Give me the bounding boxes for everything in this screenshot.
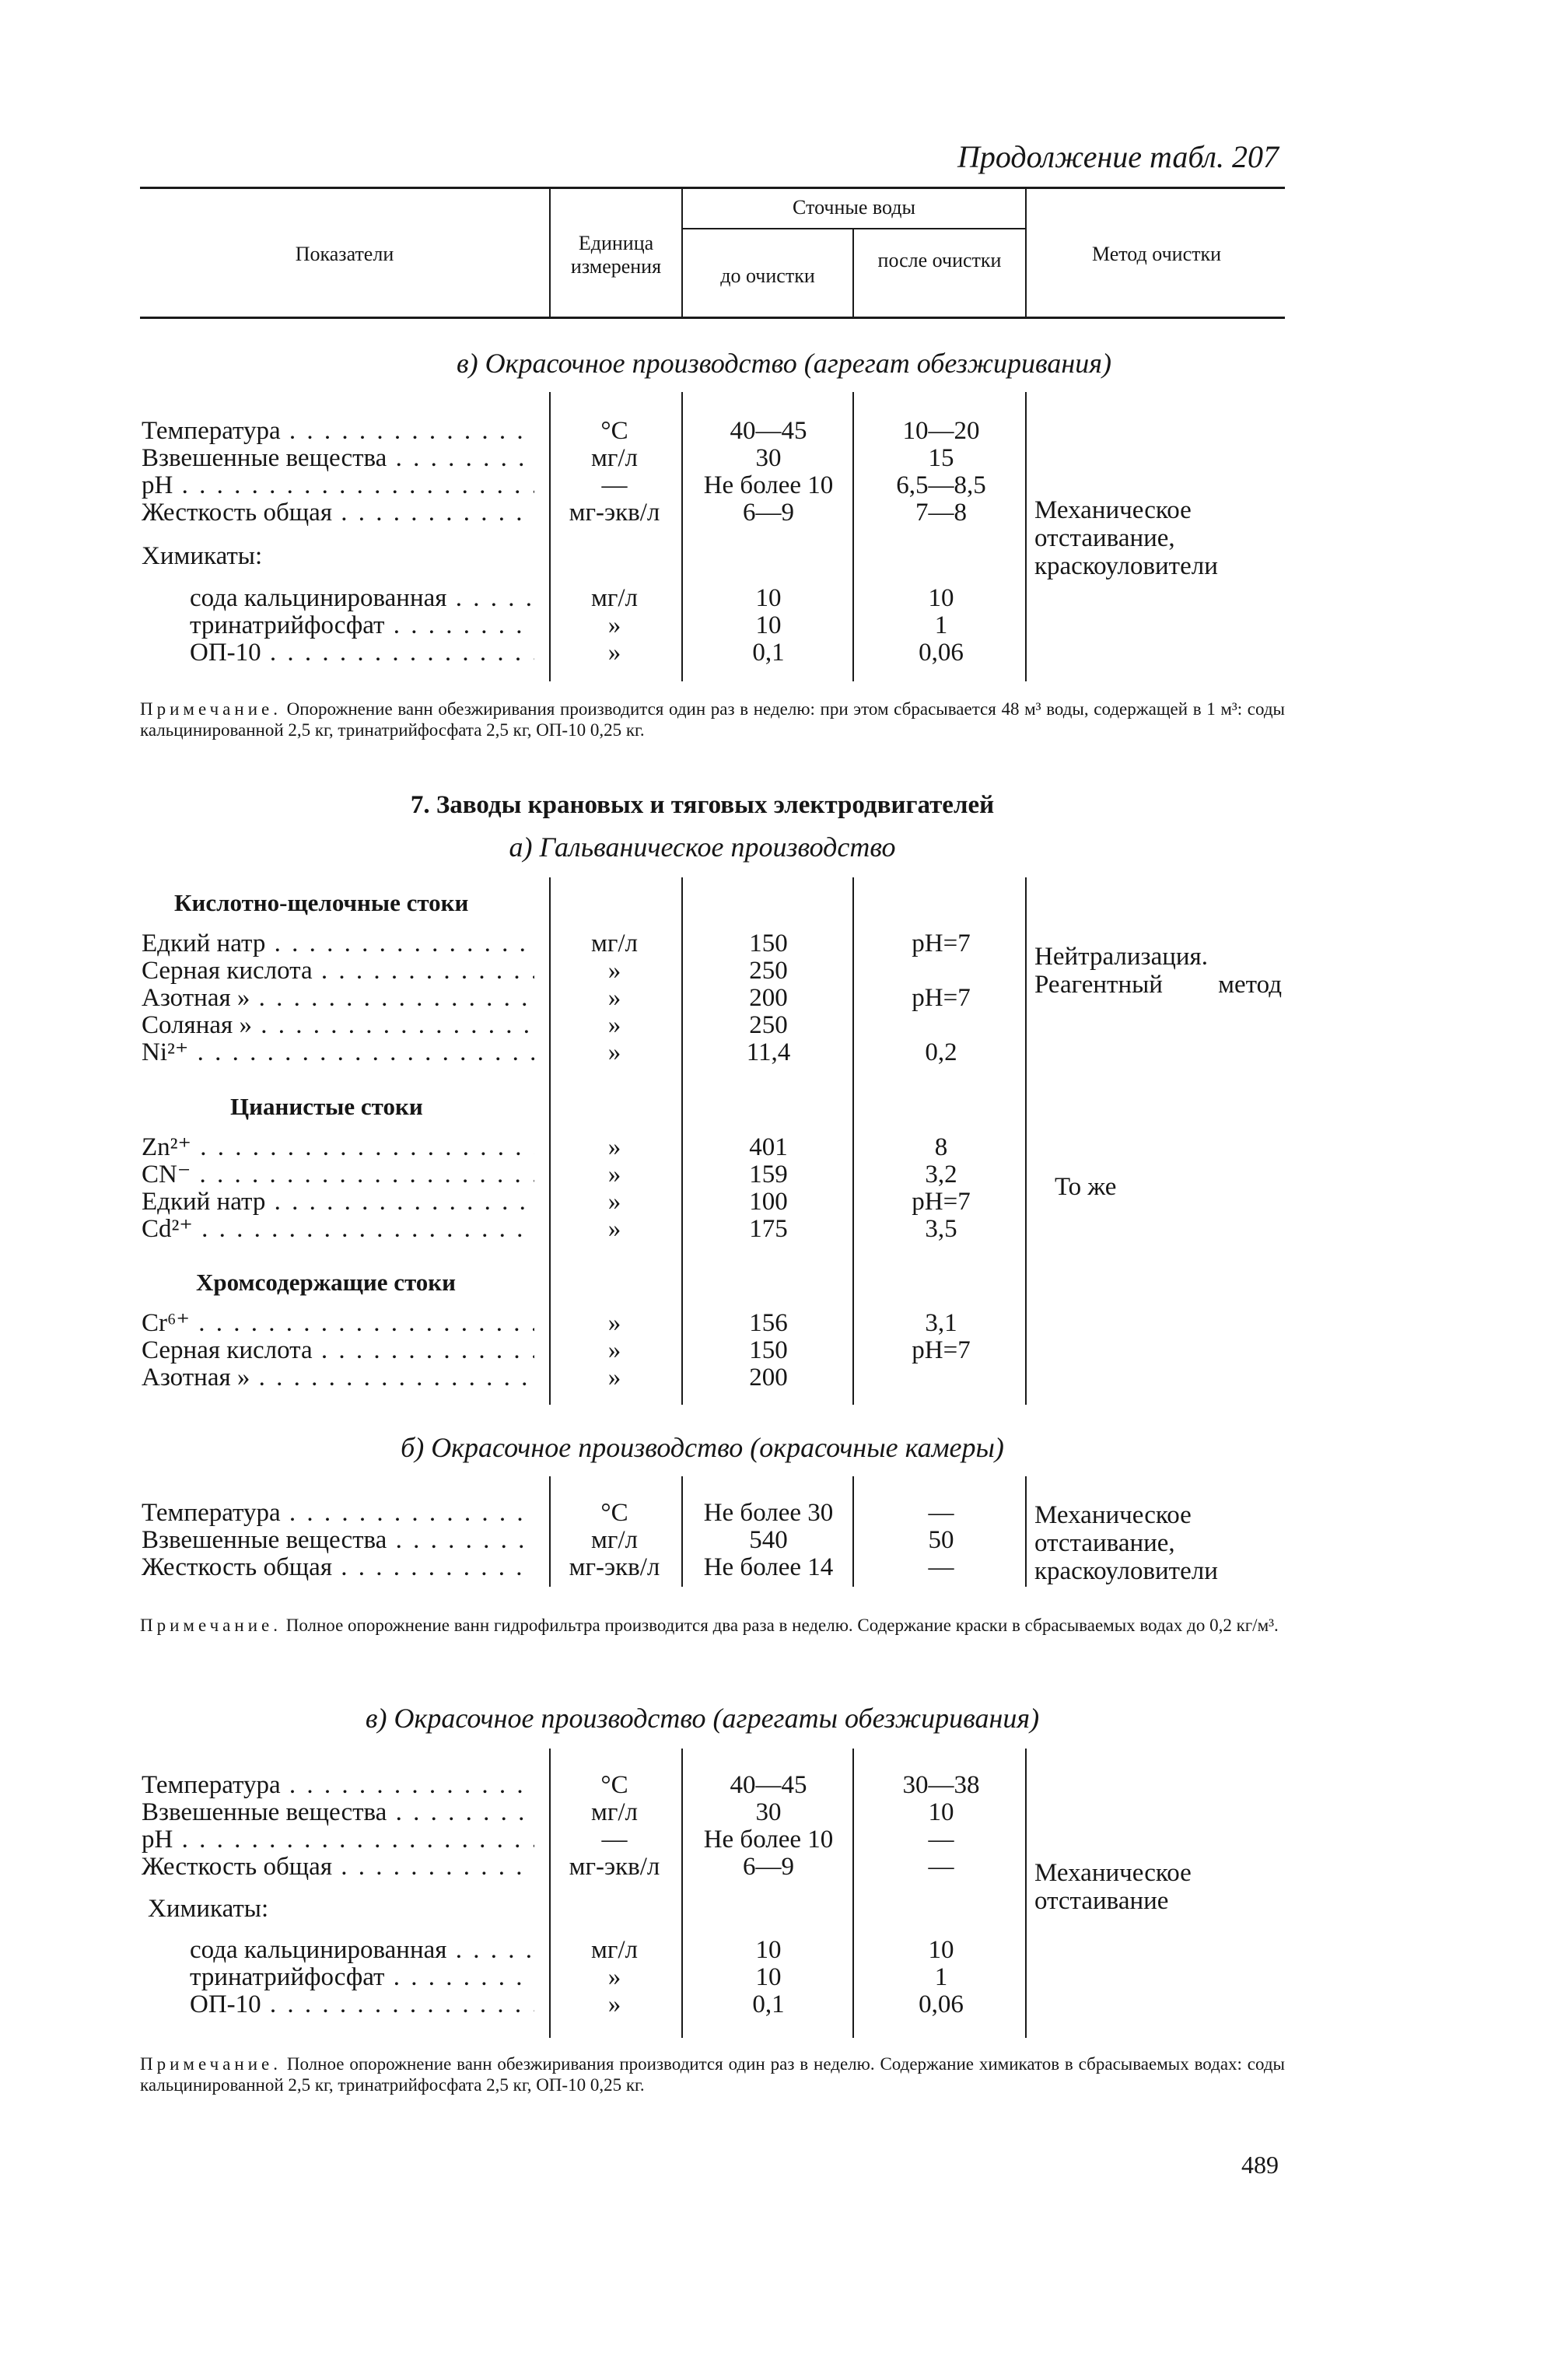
row-before: 150 [749, 929, 788, 957]
row-name: Едкий натр . . . [142, 930, 534, 957]
row-unit: мг-экв/л [569, 1553, 660, 1581]
row-name: Серная кислота . . . [142, 1337, 534, 1364]
note-label: Примечание. [140, 699, 282, 719]
row-before: 200 [749, 984, 788, 1012]
row-before: Не более 10 [703, 471, 834, 499]
row-before: Не более 14 [703, 1553, 834, 1581]
row-name: тринатрийфосфат . . . [190, 1964, 534, 1991]
row-after: 10 [928, 1936, 954, 1964]
header-divider [1025, 189, 1027, 317]
table-row [140, 639, 1285, 667]
row-before: 156 [749, 1309, 788, 1337]
chemicals-label: Химикаты: [142, 542, 263, 570]
table-row [140, 1310, 1285, 1337]
row-unit: » [607, 639, 621, 667]
note-text: Опорожнение ванн обезжиривания производится один раз в неделю: при этом сбрасывается 48 м³ воды, содержащей в 1 м³: соды кальцинированной 2,5 кг, тринатрийфосфата 2,5 кг, ОП-10 0,25 кг. [140, 699, 1286, 740]
note-label: Примечание. [140, 1616, 282, 1635]
header-before: до очистки [720, 264, 815, 287]
row-unit: » [607, 984, 621, 1012]
row-after: — [928, 1553, 954, 1581]
header-method: Метод очистки [1091, 243, 1222, 265]
row-after: 0,06 [919, 1990, 964, 2018]
header-divider [852, 228, 854, 317]
table-row [140, 1134, 1285, 1161]
table-row [140, 1937, 1285, 1964]
section-7-title: 7. Заводы крановых и тяговых электродвигателей [410, 791, 995, 819]
row-unit: » [607, 1963, 621, 1991]
row-unit: °С [600, 1499, 628, 1527]
row-after: 8 [934, 1133, 948, 1161]
row-before: 540 [749, 1526, 788, 1554]
row-unit: » [607, 1364, 621, 1392]
page-number: 489 [1241, 2151, 1279, 2179]
row-after: 3,5 [925, 1215, 957, 1243]
row-after: pH=7 [912, 929, 971, 957]
row-before: Не более 30 [703, 1499, 834, 1527]
row-before: 401 [749, 1133, 788, 1161]
row-name: Cd²⁺ . . . [142, 1216, 534, 1243]
block-b-title: б) Окрасочное производство (окрасочные камеры) [401, 1432, 1004, 1463]
table-row [140, 1964, 1285, 1991]
row-before: 250 [749, 1011, 788, 1039]
row-name: Азотная » . . . [142, 1364, 534, 1392]
note-label: Примечание. [140, 2054, 282, 2074]
row-before: 10 [755, 1936, 782, 1964]
row-unit: » [607, 1188, 621, 1216]
row-name: сода кальцинированная . . . [190, 585, 534, 612]
row-unit: — [601, 471, 628, 499]
row-name: Cr⁶⁺ . . . [142, 1310, 534, 1337]
row-after: — [928, 1853, 954, 1881]
table-row [140, 1039, 1285, 1066]
row-unit: » [607, 957, 621, 985]
row-before: 175 [749, 1215, 788, 1243]
row-after: pH=7 [912, 1336, 971, 1364]
header-subrule [681, 228, 1025, 229]
table-row [140, 1216, 1285, 1243]
row-before: 6—9 [743, 1853, 794, 1881]
row-name: ОП-10 . . . [190, 639, 534, 667]
header-unit: Единица измерения [570, 232, 662, 278]
row-before: 10 [755, 1963, 782, 1991]
table-row [140, 1799, 1285, 1826]
row-unit: мг/л [590, 929, 639, 957]
section-7-subtitle: а) Гальваническое производство [509, 831, 896, 863]
header-wastewater: Сточные воды [793, 196, 915, 219]
header-indicators: Показатели [295, 243, 394, 265]
row-name: pH . . . [142, 472, 534, 499]
row-unit: мг/л [590, 584, 639, 612]
row-after: 30—38 [902, 1771, 980, 1799]
table-row [140, 1826, 1285, 1854]
block1-note [140, 698, 1285, 740]
row-after: 3,2 [925, 1160, 957, 1189]
row-unit: » [607, 1215, 621, 1243]
table-row [140, 1364, 1285, 1392]
row-before: 150 [749, 1336, 788, 1364]
row-unit: °С [600, 1771, 628, 1799]
chemicals-label: Химикаты: [148, 1895, 269, 1923]
row-after: 0,2 [925, 1038, 957, 1066]
block-b-note [140, 1615, 1285, 1636]
table-row [140, 445, 1285, 472]
header-top-rule [140, 187, 1285, 189]
row-before: 200 [749, 1364, 788, 1392]
row-name: Серная кислота . . . [142, 957, 534, 985]
row-name: Взвешенные вещества . . . [142, 1799, 534, 1826]
row-name: Ni²⁺ . . . [142, 1039, 534, 1066]
row-after: pH=7 [912, 984, 971, 1012]
group1-method: Нейтрализация. Реагентный метод [1034, 943, 1282, 999]
row-before: 40—45 [730, 1771, 807, 1799]
block-c-method: Механическое отстаивание [1034, 1859, 1192, 1915]
row-after: 6,5—8,5 [896, 471, 986, 499]
row-unit: » [607, 1038, 621, 1066]
row-unit: » [607, 1133, 621, 1161]
row-before: 0,1 [752, 639, 785, 667]
row-before: 10 [755, 584, 782, 612]
row-before: Не более 10 [703, 1826, 834, 1854]
row-name: Температура . . . [142, 1500, 534, 1527]
row-unit: » [607, 1160, 621, 1189]
row-after: 10 [928, 1798, 954, 1826]
row-name: Температура . . . [142, 1772, 534, 1799]
group2-method: То же [1055, 1173, 1117, 1201]
row-before: 30 [755, 444, 782, 472]
row-name: Жесткость общая . . . [142, 1854, 534, 1881]
row-unit: » [607, 1990, 621, 2018]
row-name: сода кальцинированная . . . [190, 1937, 534, 1964]
row-name: Zn²⁺ . . . [142, 1134, 534, 1161]
row-after: 3,1 [925, 1309, 957, 1337]
row-before: 10 [755, 611, 782, 639]
row-name: тринатрийфосфат . . . [190, 612, 534, 639]
group-title: Цианистые стоки [230, 1093, 423, 1120]
row-name: Соляная » . . . [142, 1012, 534, 1039]
header-bottom-rule [140, 317, 1285, 319]
row-name: Жесткость общая . . . [142, 1554, 534, 1581]
row-after: 0,06 [919, 639, 964, 667]
table-row [140, 1012, 1285, 1039]
row-before: 30 [755, 1798, 782, 1826]
row-name: Азотная » . . . [142, 985, 534, 1012]
group-title: Кислотно-щелочные стоки [174, 889, 469, 916]
row-name: Жесткость общая . . . [142, 499, 534, 527]
note-text: Полное опорожнение ванн гидрофильтра производится два раза в неделю. Содержание краски в сбрасываемых водах до 0,2 кг/м³. [285, 1616, 1279, 1635]
block1-method: Механическое отстаивание, краскоуловители [1034, 496, 1218, 580]
table-row [140, 612, 1285, 639]
table-continuation-caption: Продолжение табл. 207 [957, 139, 1279, 174]
row-after: pH=7 [912, 1188, 971, 1216]
row-after: 10—20 [902, 417, 980, 445]
table-row [140, 1772, 1285, 1799]
row-after: 7—8 [915, 499, 967, 527]
row-before: 0,1 [752, 1990, 785, 2018]
row-unit: °С [600, 417, 628, 445]
row-unit: » [607, 1309, 621, 1337]
row-name: Едкий натр . . . [142, 1189, 534, 1216]
row-before: 159 [749, 1160, 788, 1189]
row-unit: мг/л [590, 444, 639, 472]
table-row [140, 1991, 1285, 2018]
row-name: ОП-10 . . . [190, 1991, 534, 2018]
block1-title: в) Окрасочное производство (агрегат обезжиривания) [457, 348, 1111, 379]
row-after: 1 [934, 611, 948, 639]
row-after: 1 [934, 1963, 948, 1991]
note-text: Полное опорожнение ванн обезжиривания производится один раз в неделю. Содержание химикатов в сбрасываемых водах: соды кальцинированной 2,5 кг, тринатрийфосфата 2,5 кг, ОП-10 0,25 кг. [140, 2054, 1286, 2095]
row-after: 50 [928, 1526, 954, 1554]
row-name: Температура . . . [142, 418, 534, 445]
row-before: 11,4 [746, 1038, 791, 1066]
row-name: Взвешенные вещества . . . [142, 445, 534, 472]
row-before: 40—45 [730, 417, 807, 445]
row-name: Взвешенные вещества . . . [142, 1527, 534, 1554]
row-unit: мг/л [590, 1936, 639, 1964]
block-b-method: Механическое отстаивание, краскоуловители [1034, 1501, 1218, 1585]
row-after: — [928, 1826, 954, 1854]
table-row [140, 585, 1285, 612]
row-unit: мг/л [590, 1526, 639, 1554]
group-title: Хромсодержащие стоки [196, 1269, 457, 1296]
block-c-note [140, 2053, 1285, 2095]
row-unit: » [607, 611, 621, 639]
row-name: pH . . . [142, 1826, 534, 1854]
row-unit: — [601, 1826, 628, 1854]
row-name: CN⁻ . . . [142, 1161, 534, 1189]
header-divider [681, 189, 683, 317]
block-c-title: в) Окрасочное производство (агрегаты обезжиривания) [365, 1703, 1040, 1734]
row-unit: » [607, 1336, 621, 1364]
row-before: 250 [749, 957, 788, 985]
row-before: 100 [749, 1188, 788, 1216]
table-row [140, 1337, 1285, 1364]
row-after: — [928, 1499, 954, 1527]
row-after: 10 [928, 584, 954, 612]
row-unit: мг-экв/л [569, 1853, 660, 1881]
row-unit: мг-экв/л [569, 499, 660, 527]
row-before: 6—9 [743, 499, 794, 527]
header-after: после очистки [877, 249, 1002, 271]
row-unit: мг/л [590, 1798, 639, 1826]
row-unit: » [607, 1011, 621, 1039]
header-divider [549, 189, 551, 317]
row-after: 15 [928, 444, 954, 472]
table-row [140, 472, 1285, 499]
table-row [140, 418, 1285, 445]
